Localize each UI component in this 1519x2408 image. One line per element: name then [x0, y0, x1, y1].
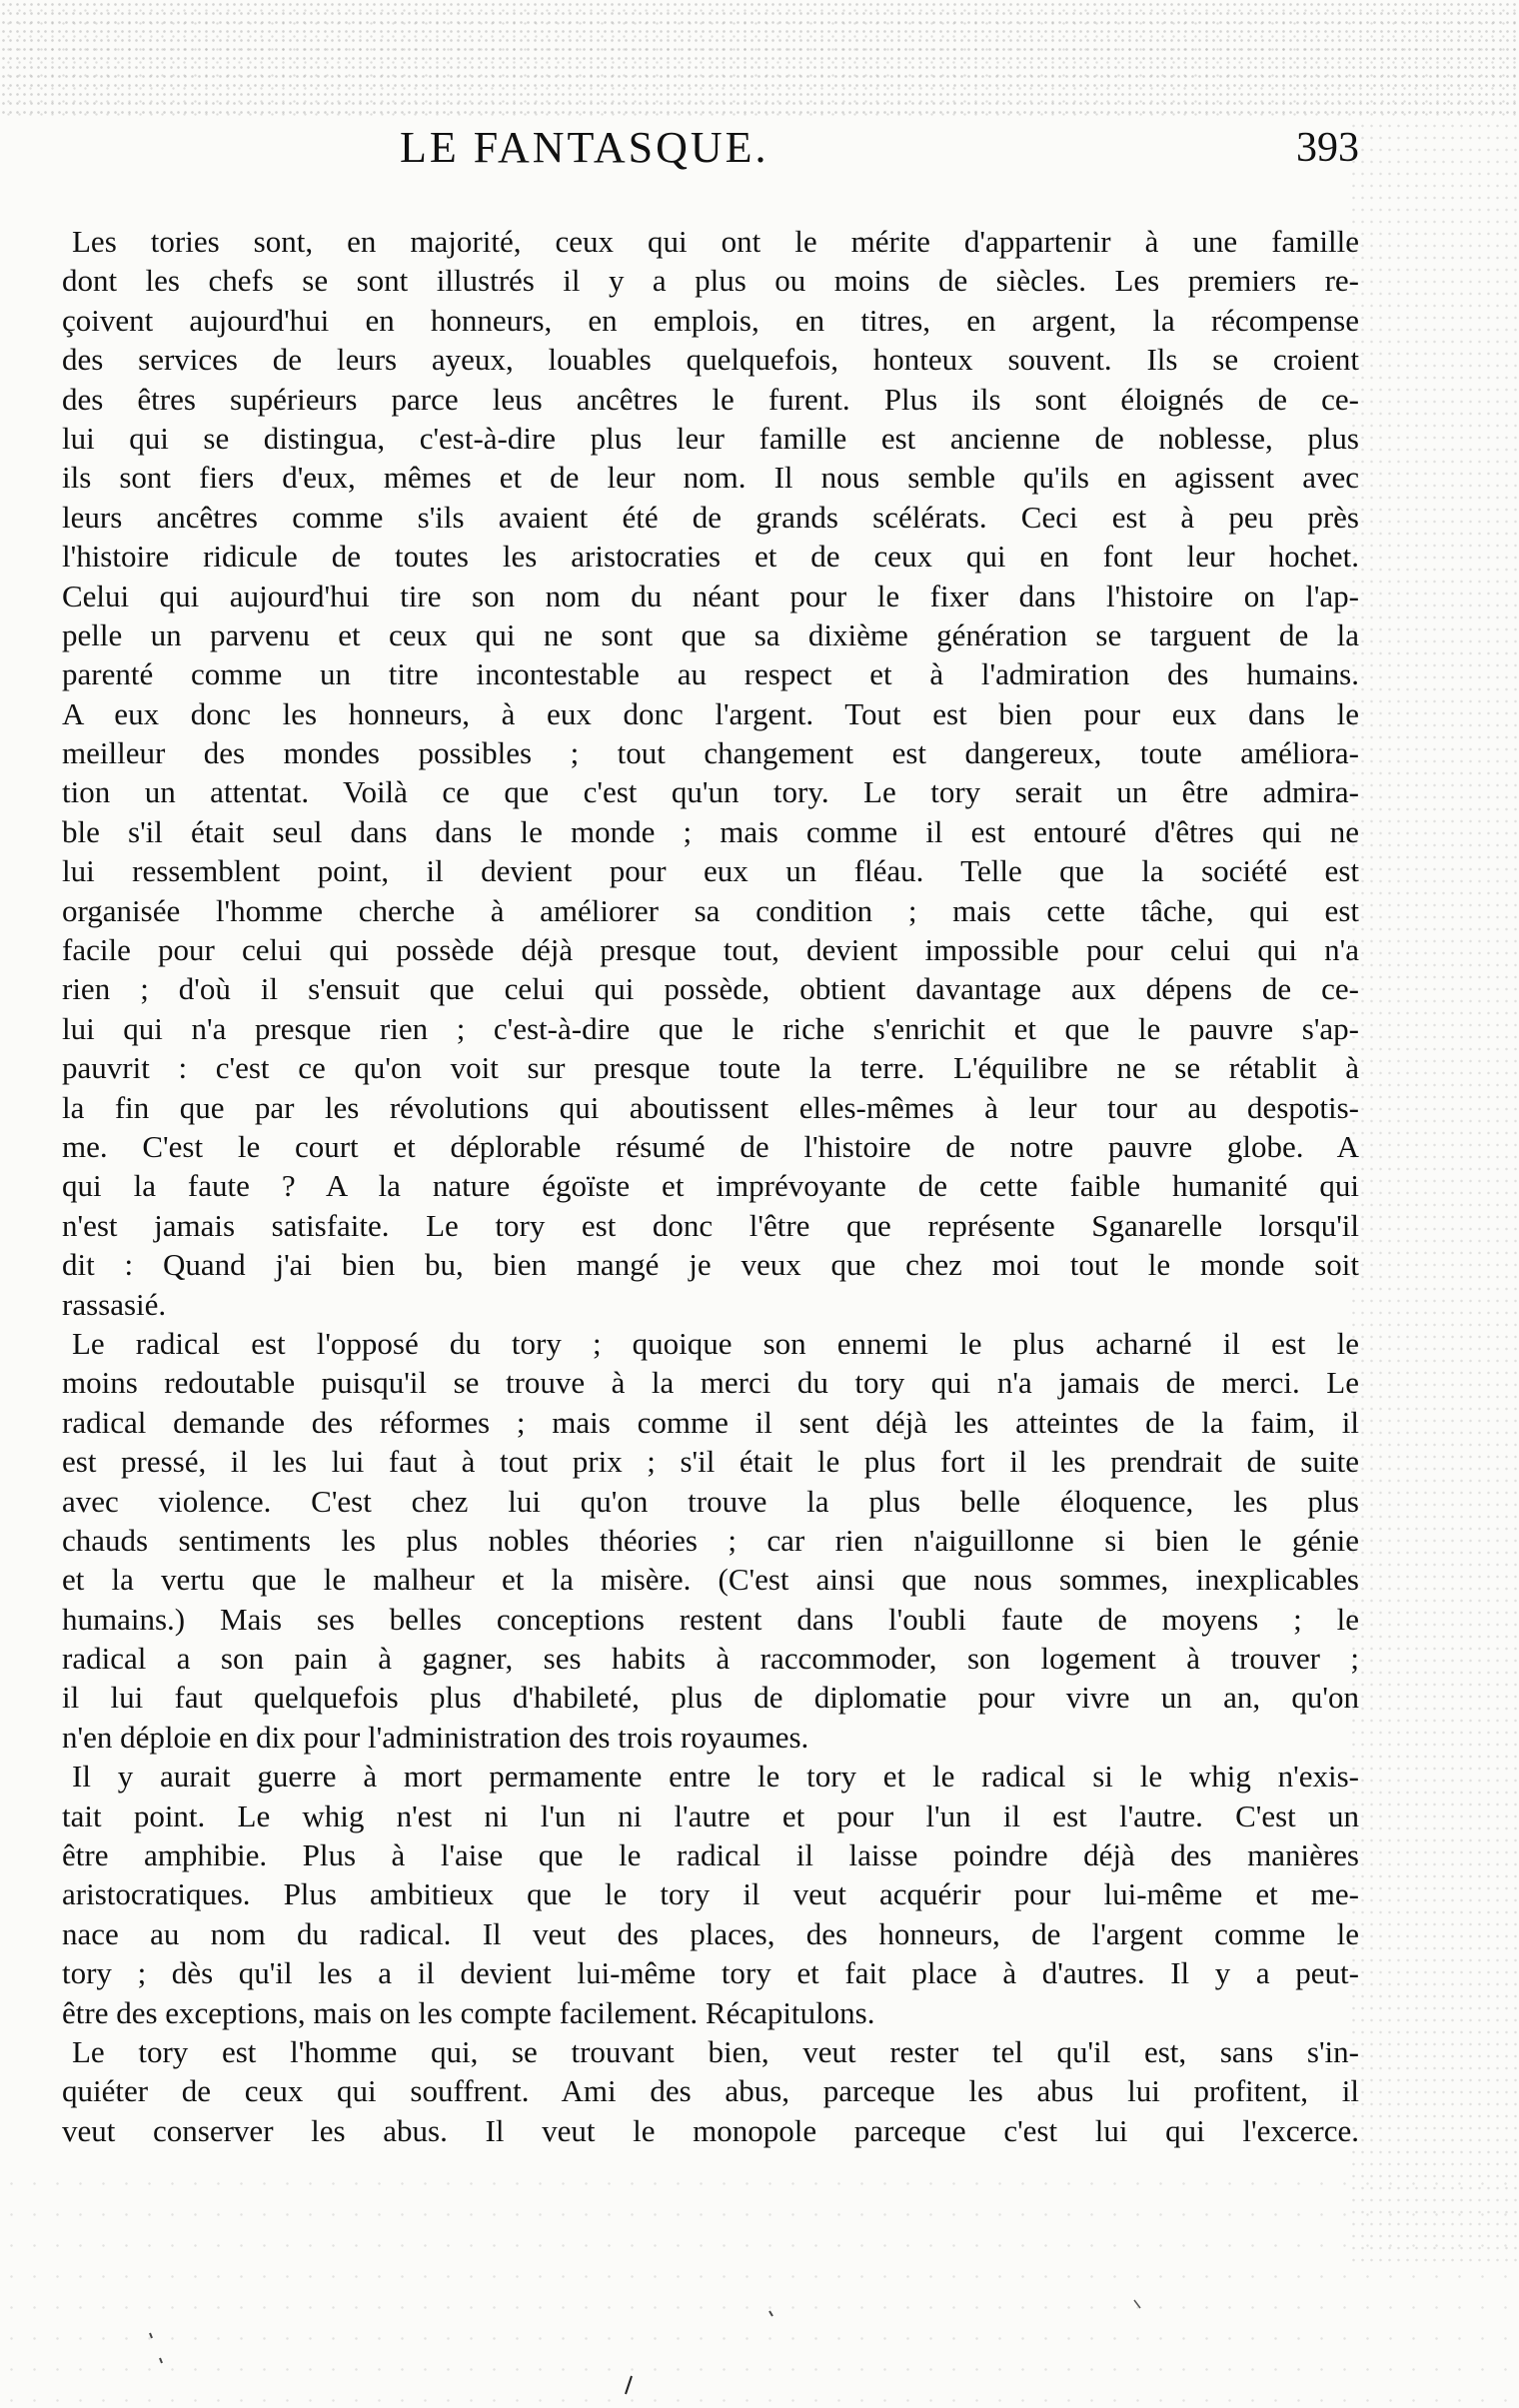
text-line: A eux donc les honneurs, à eux donc l'argent. Tout est bien pour eux dans le: [62, 695, 1359, 731]
text-line: meilleur des mondes possibles ; tout changement est dangereux, toute améliora-: [62, 735, 1359, 771]
text-line: Le radical est l'opposé du tory ; quoique son ennemi le plus acharné il est le: [72, 1325, 1359, 1361]
text-line: parenté comme un titre incontestable au respect et à l'admiration des humains.: [62, 656, 1359, 692]
text-line: est pressé, il les lui faut à tout prix ; s'il était le plus fort il les prendrait de suite: [62, 1444, 1359, 1480]
text-line: des êtres supérieurs parce leus ancêtres le furent. Plus ils sont éloignés de ce-: [62, 381, 1359, 417]
text-line: ils sont fiers d'eux, mêmes et de leur nom. Il nous semble qu'ils en agissent avec: [62, 460, 1359, 496]
text-line: chauds sentiments les plus nobles théories ; car rien n'aiguillonne si bien le génie: [62, 1522, 1359, 1558]
text-line: lui qui se distingua, c'est-à-dire plus leur famille est ancienne de noblesse, plus: [62, 420, 1359, 456]
text-line: radical demande des réformes ; mais comme il sent déjà les atteintes de la faim, il: [62, 1404, 1359, 1440]
text-line: çoivent aujourd'hui en honneurs, en emplois, en titres, en argent, la récompense: [62, 302, 1359, 338]
text-line: rien ; d'où il s'ensuit que celui qui possède, obtient davantage aux dépens de ce-: [62, 971, 1359, 1007]
text-line: dont les chefs se sont illustrés il y a plus ou moins de siècles. Les premiers re-: [62, 263, 1359, 299]
text-line: il lui faut quelquefois plus d'habileté, plus de diplomatie pour vivre un an, qu'on: [62, 1680, 1359, 1716]
text-line: humains.) Mais ses belles conceptions restent dans l'oubli faute de moyens ; le: [62, 1601, 1359, 1637]
text-line: Les tories sont, en majorité, ceux qui ont le mérite d'appartenir à une famille: [72, 224, 1359, 259]
text-line: n'est jamais satisfaite. Le tory est donc l'être que représente Sganarelle lorsqu'il: [62, 1207, 1359, 1243]
text-line: rassasié.: [62, 1286, 167, 1322]
text-line: Le tory est l'homme qui, se trouvant bien, veut rester tel qu'il est, sans s'in-: [72, 2033, 1359, 2069]
text-line: aristocratiques. Plus ambitieux que le tory il veut acquérir pour lui-même et me-: [62, 1876, 1359, 1912]
text-line: tory ; dès qu'il les a il devient lui-même tory et fait place à d'autres. Il y a peut-: [62, 1955, 1359, 1991]
text-line: quiéter de ceux qui souffrent. Ami des abus, parceque les abus lui profitent, il: [62, 2073, 1359, 2109]
text-line: lui ressemblent point, il devient pour eux un fléau. Telle que la société est: [62, 853, 1359, 889]
text-line: pelle un parvenu et ceux qui ne sont que sa dixième génération se targuent de la: [62, 616, 1359, 652]
text-line: tait point. Le whig n'est ni l'un ni l'autre et pour l'un il est l'autre. C'est un: [62, 1798, 1359, 1833]
scan-noise-top: [0, 0, 1519, 120]
text-line: veut conserver les abus. Il veut le monopole parceque c'est lui qui l'excerce.: [62, 2112, 1359, 2148]
text-line: ble s'il était seul dans dans le monde ; mais comme il est entouré d'êtres qui ne: [62, 813, 1359, 849]
text-line: moins redoutable puisqu'il se trouve à la merci du tory qui n'a jamais de merci. Le: [62, 1365, 1359, 1401]
text-line: n'en déploie en dix pour l'administration des trois royaumes.: [62, 1719, 809, 1755]
running-title: LE FANTASQUE.: [400, 123, 769, 172]
text-line: dit : Quand j'ai bien bu, bien mangé je veux que chez moi tout le monde soit: [62, 1247, 1359, 1283]
text-line: radical a son pain à gagner, ses habits à raccommoder, son logement à trouver ;: [62, 1641, 1359, 1677]
text-line: l'histoire ridicule de toutes les aristocraties et de ceux qui en font leur hochet.: [62, 539, 1359, 575]
text-line: Il y aurait guerre à mort permamente entre le tory et le radical si le whig n'exis-: [72, 1759, 1359, 1795]
text-line: tion un attentat. Voilà ce que c'est qu'un tory. Le tory serait un être admira-: [62, 774, 1359, 810]
text-line: me. C'est le court et déplorable résumé de l'histoire de notre pauvre globe. A: [62, 1128, 1359, 1164]
text-line: nace au nom du radical. Il veut des places, des honneurs, de l'argent comme le: [62, 1915, 1359, 1951]
text-line: des services de leurs ayeux, louables quelquefois, honteux souvent. Ils se croient: [62, 342, 1359, 378]
text-line: être des exceptions, mais on les compte facilement. Récapitulons.: [62, 1994, 875, 2030]
text-line: être amphibie. Plus à l'aise que le radical il laisse poindre déjà des manières: [62, 1837, 1359, 1873]
text-line: et la vertu que le malheur et la misère. (C'est ainsi que nous sommes, inexplicables: [62, 1562, 1359, 1598]
scan-noise-bottom: [0, 2168, 1519, 2408]
scan-noise-right: [1349, 120, 1519, 2268]
text-line: qui la faute ? A la nature égoïste et imprévoyante de cette faible humanité qui: [62, 1168, 1359, 1204]
page-number: 393: [1296, 125, 1359, 171]
body-text: [62, 222, 1359, 2150]
text-line: pauvrit : c'est ce qu'on voit sur presque toute la terre. L'équilibre ne se rétablit à: [62, 1050, 1359, 1086]
page-header: [60, 118, 1359, 178]
text-line: organisée l'homme cherche à améliorer sa condition ; mais cette tâche, qui est: [62, 892, 1359, 928]
text-line: Celui qui aujourd'hui tire son nom du néant pour le fixer dans l'histoire on l'ap-: [62, 578, 1359, 613]
text-line: facile pour celui qui possède déjà presque tout, devient impossible pour celui qui n'a: [62, 932, 1359, 968]
text-line: lui qui n'a presque rien ; c'est-à-dire que le riche s'enrichit et que le pauvre s'ap-: [62, 1010, 1359, 1046]
text-line: leurs ancêtres comme s'ils avaient été de grands scélérats. Ceci est à peu près: [62, 499, 1359, 535]
text-line: la fin que par les révolutions qui aboutissent elles-mêmes à leur tour au despotis-: [62, 1089, 1359, 1125]
text-line: avec violence. C'est chez lui qu'on trouve la plus belle éloquence, les plus: [62, 1483, 1359, 1519]
